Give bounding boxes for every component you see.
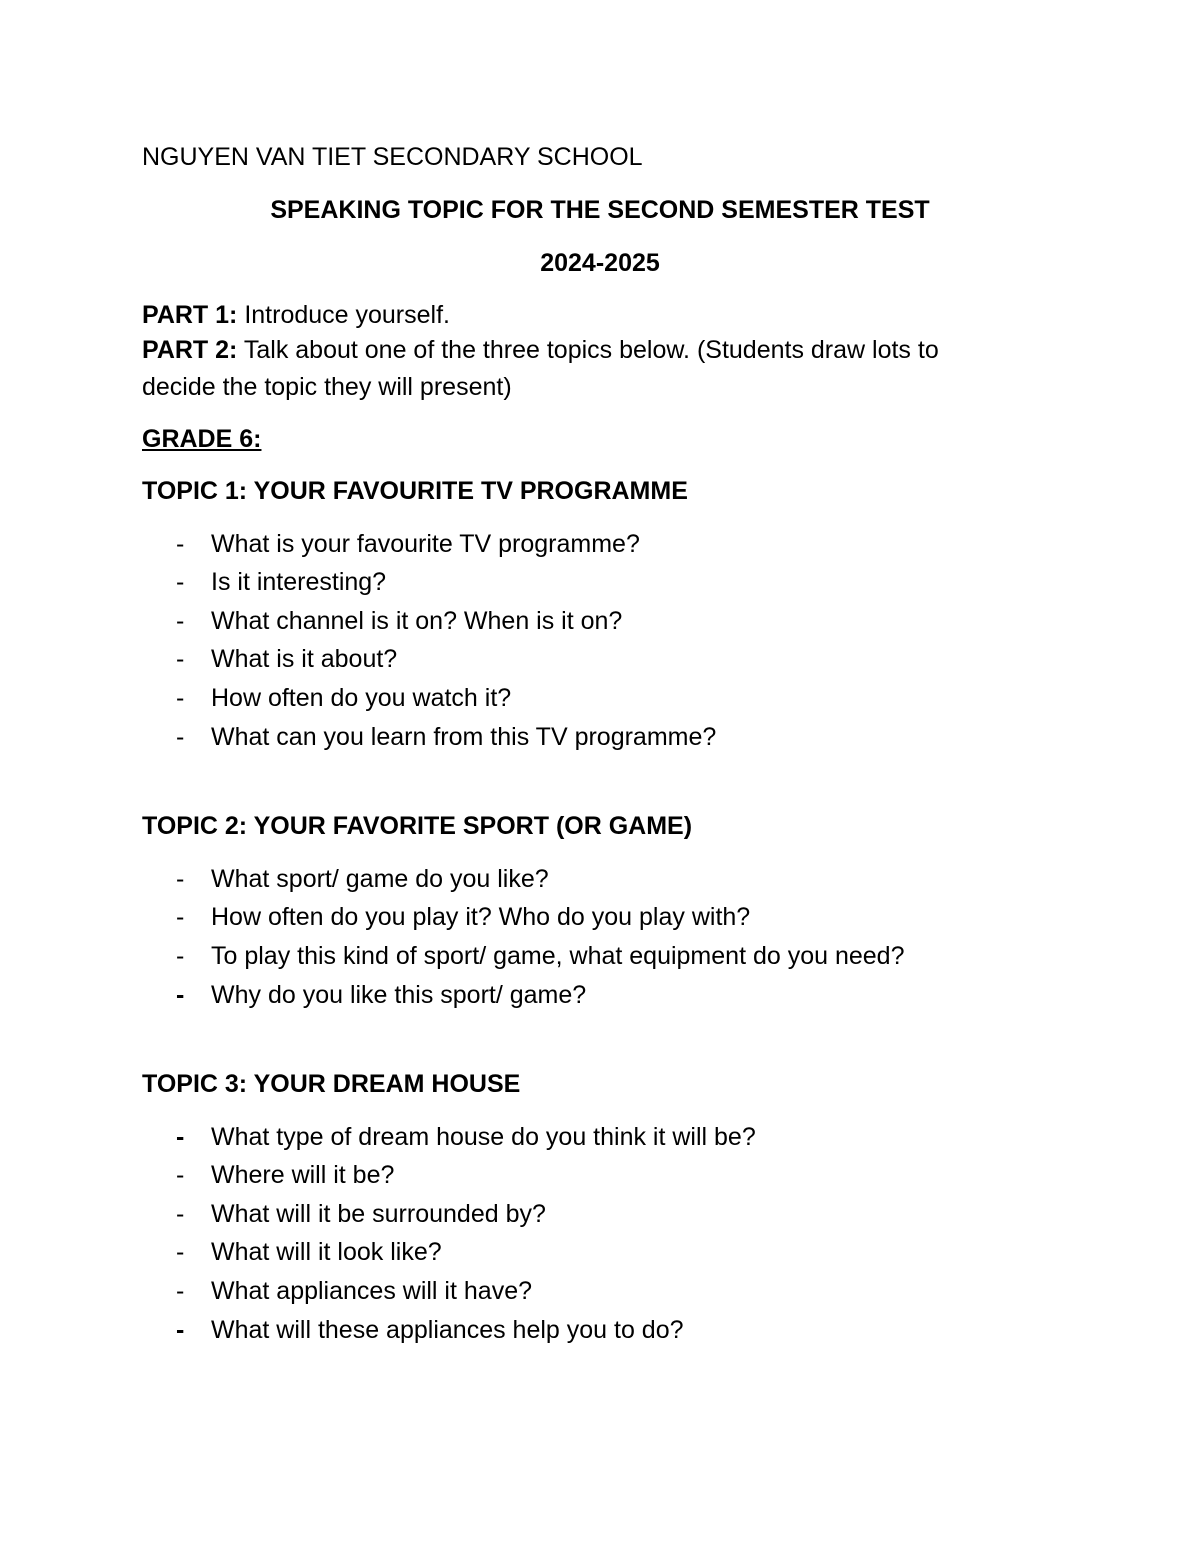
- bullet: -: [176, 1200, 185, 1228]
- bullet: -: [176, 1123, 185, 1151]
- part-1-text: Introduce yourself.: [237, 301, 450, 329]
- bullet: -: [176, 1277, 185, 1305]
- part-2-continuation: decide the topic they will present): [142, 373, 512, 401]
- list-item: What channel is it on? When is it on?: [211, 607, 623, 635]
- list-item: Why do you like this sport/ game?: [211, 981, 587, 1009]
- list-item: What sport/ game do you like?: [211, 865, 549, 893]
- list-item: What appliances will it have?: [211, 1277, 532, 1305]
- part-2: [142, 335, 939, 365]
- bullet: -: [176, 1316, 185, 1344]
- bullet: -: [176, 723, 185, 751]
- bullet: -: [176, 865, 185, 893]
- list-item: What can you learn from this TV programme?: [211, 723, 717, 751]
- document-title: SPEAKING TOPIC FOR THE SECOND SEMESTER TEST: [270, 196, 930, 224]
- part-2-label: PART 2:: [142, 336, 238, 364]
- list-item: What is your favourite TV programme?: [211, 530, 640, 558]
- bullet: -: [176, 607, 185, 635]
- list-item: What is it about?: [211, 645, 398, 673]
- bullet: -: [176, 645, 185, 673]
- bullet: -: [176, 684, 185, 712]
- list-item: What will it look like?: [211, 1238, 442, 1266]
- school-name: NGUYEN VAN TIET SECONDARY SCHOOL: [142, 143, 643, 171]
- school-year: 2024-2025: [540, 249, 660, 277]
- topic-3-title: TOPIC 3: YOUR DREAM HOUSE: [142, 1070, 521, 1098]
- topic-2-title: TOPIC 2: YOUR FAVORITE SPORT (OR GAME): [142, 812, 693, 840]
- bullet: -: [176, 1161, 185, 1189]
- list-item: How often do you watch it?: [211, 684, 512, 712]
- bullet: -: [176, 981, 185, 1009]
- bullet: -: [176, 1238, 185, 1266]
- part-2-text: Talk about one of the three topics below. (Students draw lots to: [237, 336, 939, 364]
- bullet: -: [176, 942, 185, 970]
- list-item: What type of dream house do you think it will be?: [211, 1123, 756, 1151]
- part-1: [142, 300, 450, 330]
- bullet: -: [176, 530, 185, 558]
- list-item: What will these appliances help you to do?: [211, 1316, 684, 1344]
- topic-1-title: TOPIC 1: YOUR FAVOURITE TV PROGRAMME: [142, 477, 688, 505]
- list-item: What will it be surrounded by?: [211, 1200, 546, 1228]
- part-1-label: PART 1:: [142, 301, 238, 329]
- list-item: To play this kind of sport/ game, what equipment do you need?: [211, 942, 905, 970]
- list-item: How often do you play it? Who do you play with?: [211, 903, 751, 931]
- list-item: Where will it be?: [211, 1161, 395, 1189]
- bullet: -: [176, 568, 185, 596]
- grade-heading: GRADE 6:: [142, 425, 262, 453]
- bullet: -: [176, 903, 185, 931]
- list-item: Is it interesting?: [211, 568, 387, 596]
